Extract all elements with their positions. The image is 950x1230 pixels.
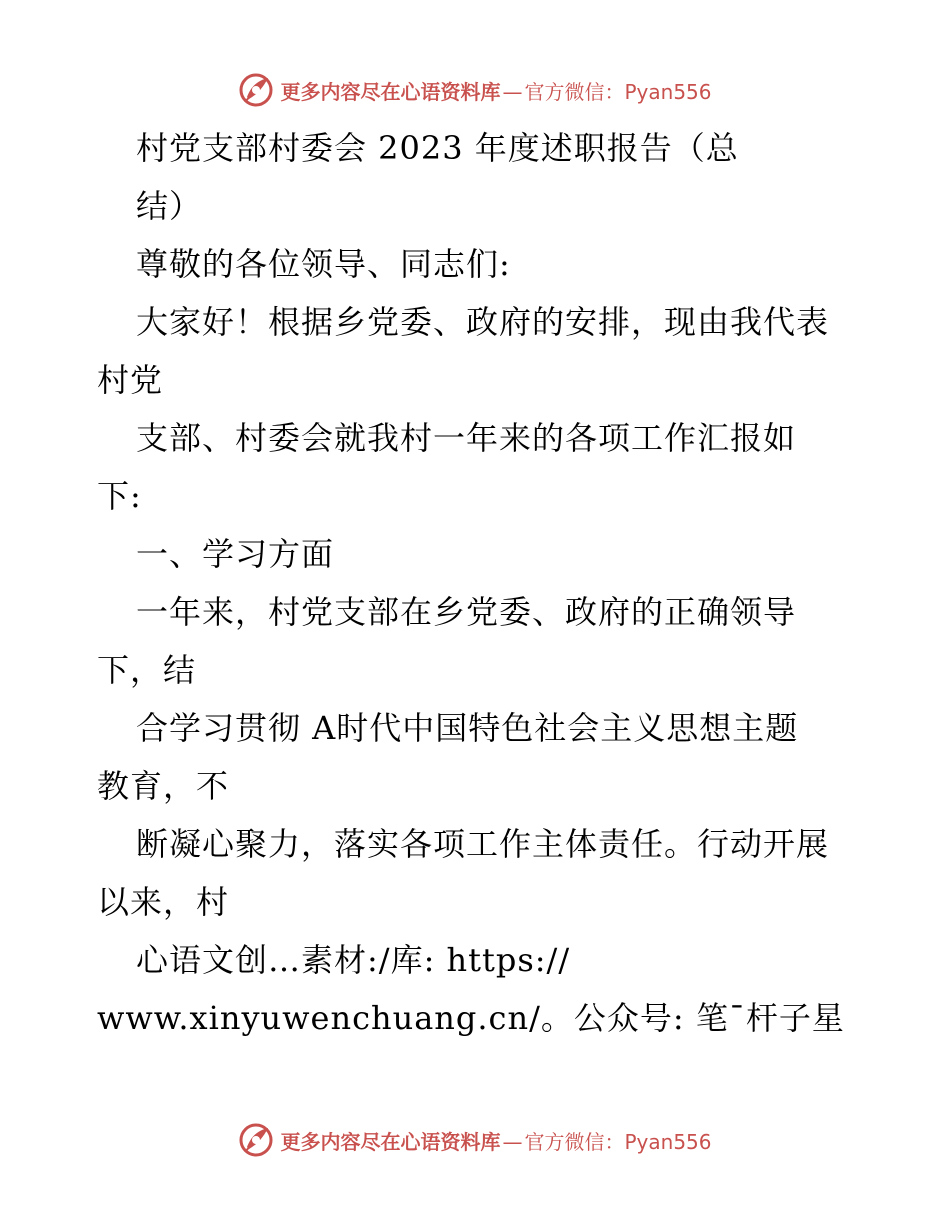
title-line-2: 结） <box>136 187 203 225</box>
footer-watermark-banner <box>0 1118 950 1162</box>
quill-pen-logo-icon <box>238 1122 274 1158</box>
paragraph-line: 断凝心聚力，落实各项工作主体责任。行动开展 <box>136 825 830 863</box>
paragraph-line: 支部、村委会就我村一年来的各项工作汇报如 <box>136 419 797 457</box>
paragraph-line: 合学习贯彻 A时代中国特色社会主义思想主题 <box>136 709 799 747</box>
banner-dash: — <box>502 1129 523 1154</box>
paragraph-line: www.xinyuwenchuang.cn/。公众号: 笔¯杆子星 <box>97 999 845 1037</box>
paragraph-line: 一年来，村党支部在乡党委、政府的正确领导 <box>136 593 797 631</box>
paragraph-line: 村党 <box>97 361 164 399</box>
quill-pen-logo-icon <box>238 72 274 108</box>
banner-wechat-id: Pyan556 <box>624 79 712 104</box>
salutation: 尊敬的各位领导、同志们: <box>136 245 511 283</box>
paragraph-line: 以来，村 <box>97 883 230 921</box>
banner-dash: — <box>502 79 523 104</box>
paragraph-line: 下: <box>97 477 142 515</box>
banner-main-text: 更多内容尽在心语资料库 <box>280 1129 501 1154</box>
header-watermark-banner <box>0 68 950 112</box>
banner-text <box>280 1126 711 1155</box>
banner-wechat-label: 官方微信： <box>524 79 625 104</box>
banner-wechat-label: 官方微信： <box>524 1129 625 1154</box>
section-heading: 一、学习方面 <box>136 535 335 573</box>
banner-main-text: 更多内容尽在心语资料库 <box>280 79 501 104</box>
paragraph-line: 下，结 <box>97 651 197 689</box>
paragraph-line: 教育，不 <box>97 767 230 805</box>
banner-wechat-id: Pyan556 <box>624 1129 712 1154</box>
paragraph-line: 大家好！根据乡党委、政府的安排，现由我代表 <box>136 303 830 341</box>
paragraph-line: 心语文创…素材:/库: https:// <box>136 941 571 979</box>
title-line-1: 村党支部村委会 2023 年度述职报告（总 <box>136 129 739 167</box>
banner-text <box>280 76 711 105</box>
